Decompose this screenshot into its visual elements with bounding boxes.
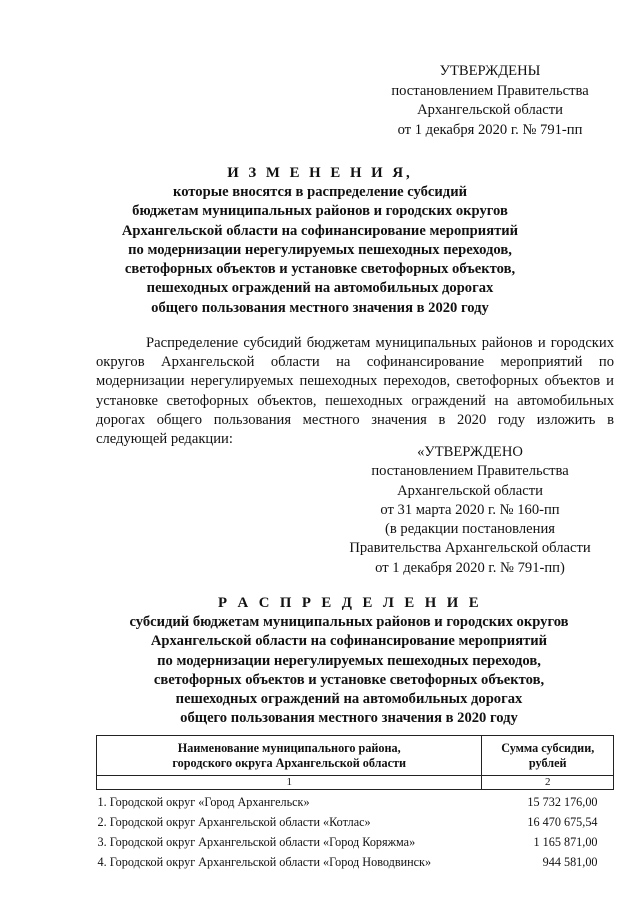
approval-block-line: Правительства Архангельской области	[349, 540, 591, 557]
municipality-name: 3. Городской округ Архангельской области «Город Коряжма»	[97, 834, 416, 849]
column-index: 1	[97, 776, 482, 790]
approval-title: УТВЕРЖДЕНЫ	[439, 63, 541, 79]
table-index-row	[97, 776, 614, 790]
changes-subheading-line: пешеходных ограждений на автомобильных дорогах	[146, 280, 494, 297]
column-header-line: городского округа Архангельской области	[172, 755, 407, 770]
changes-subheading-line: Архангельской области на софинансирование мероприятий	[121, 222, 519, 239]
table-header-row	[97, 736, 614, 776]
column-header-municipality	[97, 736, 482, 776]
table-row	[97, 792, 614, 812]
approval-block-line: «УТВЕРЖДЕНО	[417, 444, 523, 460]
changes-subheading-line: которые вносятся в распределение субсидий	[172, 184, 468, 200]
distribution-subheading	[70, 613, 628, 729]
column-header-line: рублей	[528, 755, 567, 770]
approval-stamp	[378, 62, 602, 140]
approval-date: от 1 декабря 2020 г. № 791-пп	[397, 121, 583, 138]
subsidy-table	[96, 735, 614, 872]
subsidy-amount: 944 581,00	[542, 854, 598, 869]
municipality-name: 4. Городской округ Архангельской области «Город Новодвинск»	[97, 854, 432, 869]
changes-subheading-line: светофорных объектов и установке светофорных объектов,	[124, 261, 516, 278]
approval-block	[334, 443, 606, 578]
column-header-line: Сумма субсидии,	[501, 741, 595, 755]
changes-subheading	[70, 183, 570, 318]
changes-subheading-line: бюджетам муниципальных районов и городских округов	[132, 203, 508, 220]
approval-block-line: от 1 декабря 2020 г. № 791-пп)	[375, 559, 565, 576]
approval-line: Архангельской области	[417, 102, 563, 118]
municipality-name: 2. Городской округ Архангельской области «Котлас»	[97, 814, 371, 829]
table-row	[97, 852, 614, 872]
distribution-subheading-line: субсидий бюджетам муниципальных районов и городских округов	[129, 614, 569, 630]
body-paragraph: Распределение субсидий бюджетам муниципальных районов и городских округов Архангельской области на софинансирование мероприятий по модернизации нерегулируемых пешеходных переходов, светофорных объектов и установке светофорных объектов, пешеходных ограждений на автомобильных дорогах общего пользования местного значения в 2020 году изложить в следующей редакции:	[96, 335, 614, 448]
table-row	[97, 812, 614, 832]
approval-block-line: (в редакции постановления	[385, 521, 555, 538]
approval-block-line: постановлением Правительства	[371, 463, 569, 480]
distribution-subheading-line: общего пользования местного значения в 2020 году	[180, 710, 518, 727]
changes-heading: И З М Е Н Е Н И Я,	[227, 165, 413, 181]
column-header-sum	[482, 736, 614, 776]
municipality-name: 1. Городской округ «Город Архангельск»	[97, 794, 310, 809]
distribution-heading: Р А С П Р Е Д Е Л Е Н И Е	[217, 595, 483, 611]
subsidy-amount: 16 470 675,54	[527, 814, 598, 829]
distribution-subheading-line: Архангельской области на софинансирование мероприятий	[150, 633, 548, 650]
distribution-subheading-line: пешеходных ограждений на автомобильных дорогах	[175, 691, 523, 708]
approval-line: постановлением Правительства	[391, 82, 589, 99]
column-header-line: Наименование муниципального района,	[177, 741, 401, 755]
column-index: 2	[482, 776, 614, 790]
table-row	[97, 832, 614, 852]
approval-block-line: от 31 марта 2020 г. № 160-пп	[380, 501, 560, 518]
subsidy-amount: 1 165 871,00	[533, 834, 598, 849]
approval-block-line: Архангельской области	[397, 482, 543, 499]
changes-subheading-line: общего пользования местного значения в 2020 году	[151, 299, 489, 316]
changes-subheading-line: по модернизации нерегулируемых пешеходных переходов,	[128, 241, 512, 258]
distribution-subheading-line: по модернизации нерегулируемых пешеходных переходов,	[157, 652, 541, 669]
subsidy-amount: 15 732 176,00	[527, 794, 598, 809]
distribution-subheading-line: светофорных объектов и установке светофорных объектов,	[153, 671, 545, 688]
